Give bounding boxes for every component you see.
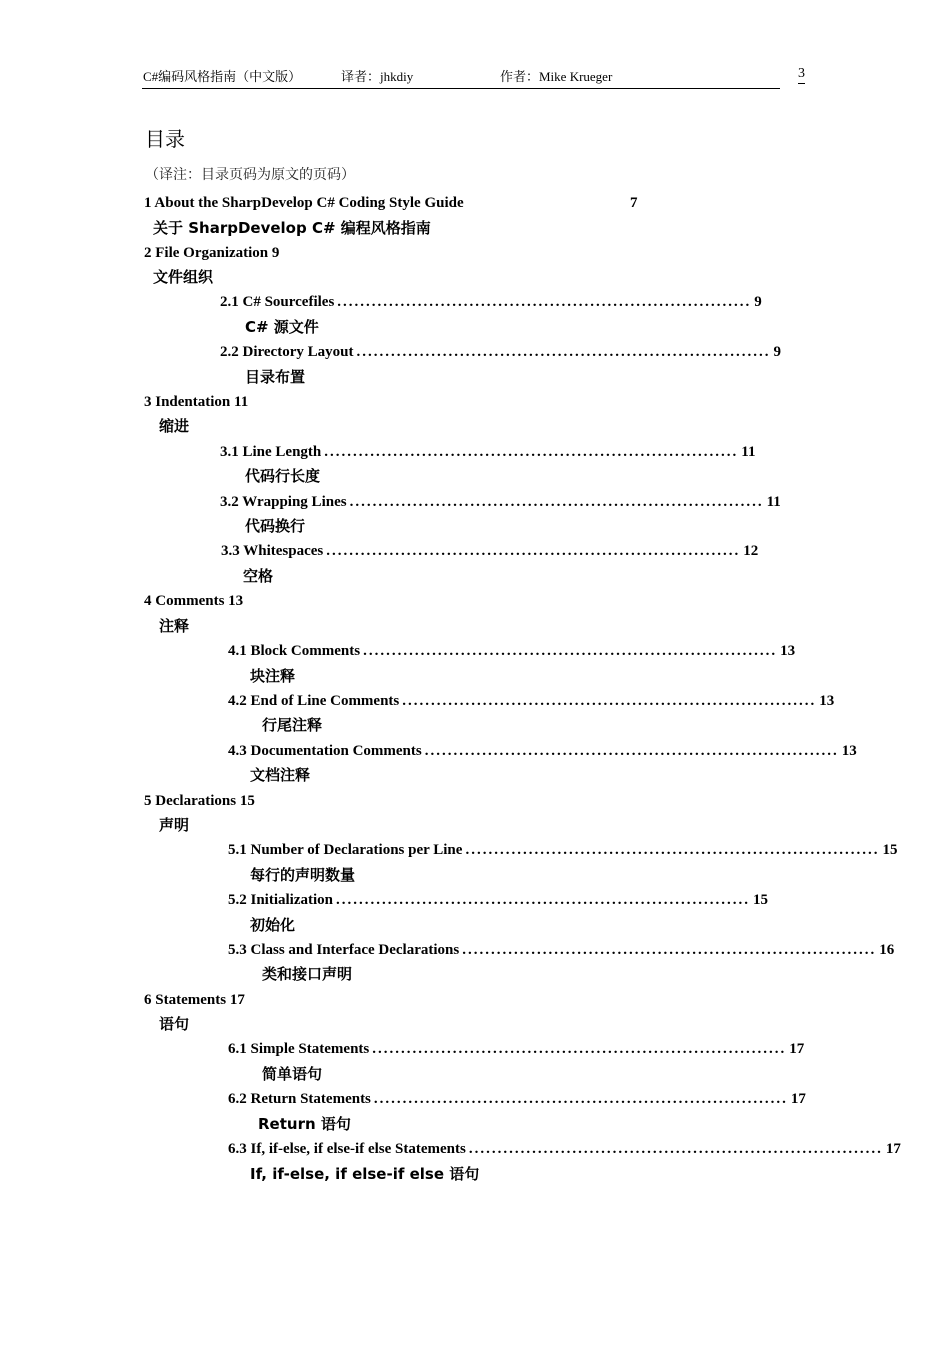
- toc-chapter-3[interactable]: 3 Indentation 11: [144, 394, 249, 410]
- toc-entry-page: 17: [885, 1141, 901, 1157]
- toc-chapter-1[interactable]: 1 About the SharpDevelop C# Coding Style Guide: [144, 195, 464, 211]
- toc-chapter-2-zh: 文件组织: [153, 268, 214, 286]
- dot-leader: ........................................................................: [356, 344, 771, 360]
- toc-entry-4-2-zh: 行尾注释: [262, 716, 323, 734]
- page-number: 3: [798, 66, 805, 84]
- toc-entry-6-2-zh: Return 语句: [258, 1115, 351, 1133]
- toc-entry-page: 11: [741, 444, 756, 460]
- toc-chapter-1-page: 7: [630, 195, 638, 211]
- header-doc-title: C#编码风格指南（中文版）: [143, 69, 302, 84]
- toc-entry-5-1[interactable]: [228, 840, 898, 860]
- toc-entry-label: 4.1 Block Comments: [228, 643, 361, 659]
- toc-entry-label: 5.2 Initialization: [228, 892, 334, 908]
- header-translator: 译者：jhkdiy: [341, 69, 414, 84]
- toc-entry-label: 5.1 Number of Declarations per Line: [228, 842, 463, 858]
- header-rule: [142, 88, 780, 89]
- toc-entry-page: 17: [790, 1091, 806, 1107]
- toc-entry-6-3-zh: If, if-else, if else-if else 语句: [250, 1165, 480, 1183]
- toc-entry-3-3-zh: 空格: [243, 567, 274, 585]
- toc-chapter-5[interactable]: 5 Declarations 15: [144, 793, 255, 809]
- dot-leader: ........................................................................: [465, 842, 880, 858]
- toc-entry-6-1-zh: 简单语句: [262, 1065, 323, 1083]
- toc-chapter-4[interactable]: 4 Comments 13: [144, 593, 244, 609]
- toc-entry-page: 13: [780, 643, 796, 659]
- toc-heading: 目录: [145, 127, 185, 151]
- toc-chapter-5-zh: 声明: [159, 816, 190, 834]
- toc-entry-4-3[interactable]: [228, 741, 857, 761]
- toc-entry-label: 4.2 End of Line Comments: [228, 693, 400, 709]
- toc-entry-label: 2.1 C# Sourcefiles: [220, 294, 335, 310]
- toc-entry-page: 11: [766, 494, 781, 510]
- toc-chapter-6[interactable]: 6 Statements 17: [144, 992, 245, 1008]
- dot-leader: ........................................................................: [468, 1141, 883, 1157]
- toc-entry-2-2[interactable]: [220, 342, 781, 362]
- toc-entry-2-2-zh: 目录布置: [245, 368, 306, 386]
- toc-entry-4-3-zh: 文档注释: [250, 766, 311, 784]
- dot-leader: ........................................................................: [373, 1091, 788, 1107]
- toc-entry-5-3-zh: 类和接口声明: [262, 965, 353, 983]
- toc-chapter-4-zh: 注释: [159, 617, 190, 635]
- toc-entry-page: 15: [882, 842, 898, 858]
- toc-entry-3-2[interactable]: [220, 492, 781, 512]
- toc-entry-4-2[interactable]: [228, 691, 835, 711]
- toc-chapter-2[interactable]: 2 File Organization 9: [144, 245, 280, 261]
- toc-entry-label: 2.2 Directory Layout: [220, 344, 354, 360]
- toc-entry-label: 6.3 If, if-else, if else-if else Statements: [228, 1141, 466, 1157]
- toc-entry-label: 5.3 Class and Interface Declarations: [228, 942, 460, 958]
- toc-entry-2-1-zh: C# 源文件: [245, 318, 319, 336]
- toc-entry-6-1[interactable]: [228, 1039, 805, 1059]
- toc-entry-label: 3.2 Wrapping Lines: [220, 494, 347, 510]
- dot-leader: ........................................................................: [462, 942, 877, 958]
- toc-entry-page: 9: [773, 344, 781, 360]
- toc-chapter-3-zh: 缩进: [159, 417, 190, 435]
- dot-leader: ........................................................................: [336, 892, 751, 908]
- toc-note: （译注：目录页码为原文的页码）: [145, 168, 355, 183]
- toc-entry-5-2-zh: 初始化: [250, 916, 296, 934]
- toc-entry-page: 17: [789, 1041, 805, 1057]
- toc-entry-page: 9: [754, 294, 762, 310]
- toc-chapter-1-zh: 关于 SharpDevelop C# 编程风格指南: [153, 219, 431, 237]
- dot-leader: ........................................................................: [324, 444, 739, 460]
- toc-entry-label: 4.3 Documentation Comments: [228, 743, 422, 759]
- toc-entry-4-1-zh: 块注释: [250, 667, 296, 685]
- toc-entry-page: 15: [753, 892, 769, 908]
- toc-entry-label: 3.3 Whitespaces: [221, 543, 324, 559]
- toc-entry-2-1[interactable]: [220, 292, 762, 312]
- dot-leader: ........................................................................: [337, 294, 752, 310]
- dot-leader: ........................................................................: [363, 643, 778, 659]
- dot-leader: ........................................................................: [349, 494, 764, 510]
- toc-entry-6-2[interactable]: [228, 1089, 806, 1109]
- dot-leader: ........................................................................: [372, 1041, 787, 1057]
- toc-entry-3-2-zh: 代码换行: [245, 517, 306, 535]
- dot-leader: ........................................................................: [424, 743, 839, 759]
- toc-entry-6-3[interactable]: [228, 1139, 901, 1159]
- toc-entry-4-1[interactable]: [228, 641, 796, 661]
- header-author: 作者：Mike Krueger: [500, 69, 613, 84]
- toc-entry-label: 6.2 Return Statements: [228, 1091, 371, 1107]
- toc-chapter-6-zh: 语句: [159, 1015, 190, 1033]
- toc-entry-5-3[interactable]: [228, 940, 895, 960]
- toc-entry-page: 12: [743, 543, 759, 559]
- toc-entry-3-3[interactable]: [221, 541, 759, 561]
- toc-entry-5-1-zh: 每行的声明数量: [250, 866, 356, 884]
- toc-entry-3-1-zh: 代码行长度: [245, 467, 321, 485]
- dot-leader: ........................................................................: [326, 543, 741, 559]
- toc-entry-label: 3.1 Line Length: [220, 444, 322, 460]
- toc-entry-5-2[interactable]: [228, 890, 769, 910]
- toc-entry-3-1[interactable]: [220, 442, 756, 462]
- toc-entry-page: 16: [879, 942, 895, 958]
- toc-entry-label: 6.1 Simple Statements: [228, 1041, 370, 1057]
- toc-entry-page: 13: [819, 693, 835, 709]
- toc-entry-page: 13: [841, 743, 857, 759]
- dot-leader: ........................................................................: [402, 693, 817, 709]
